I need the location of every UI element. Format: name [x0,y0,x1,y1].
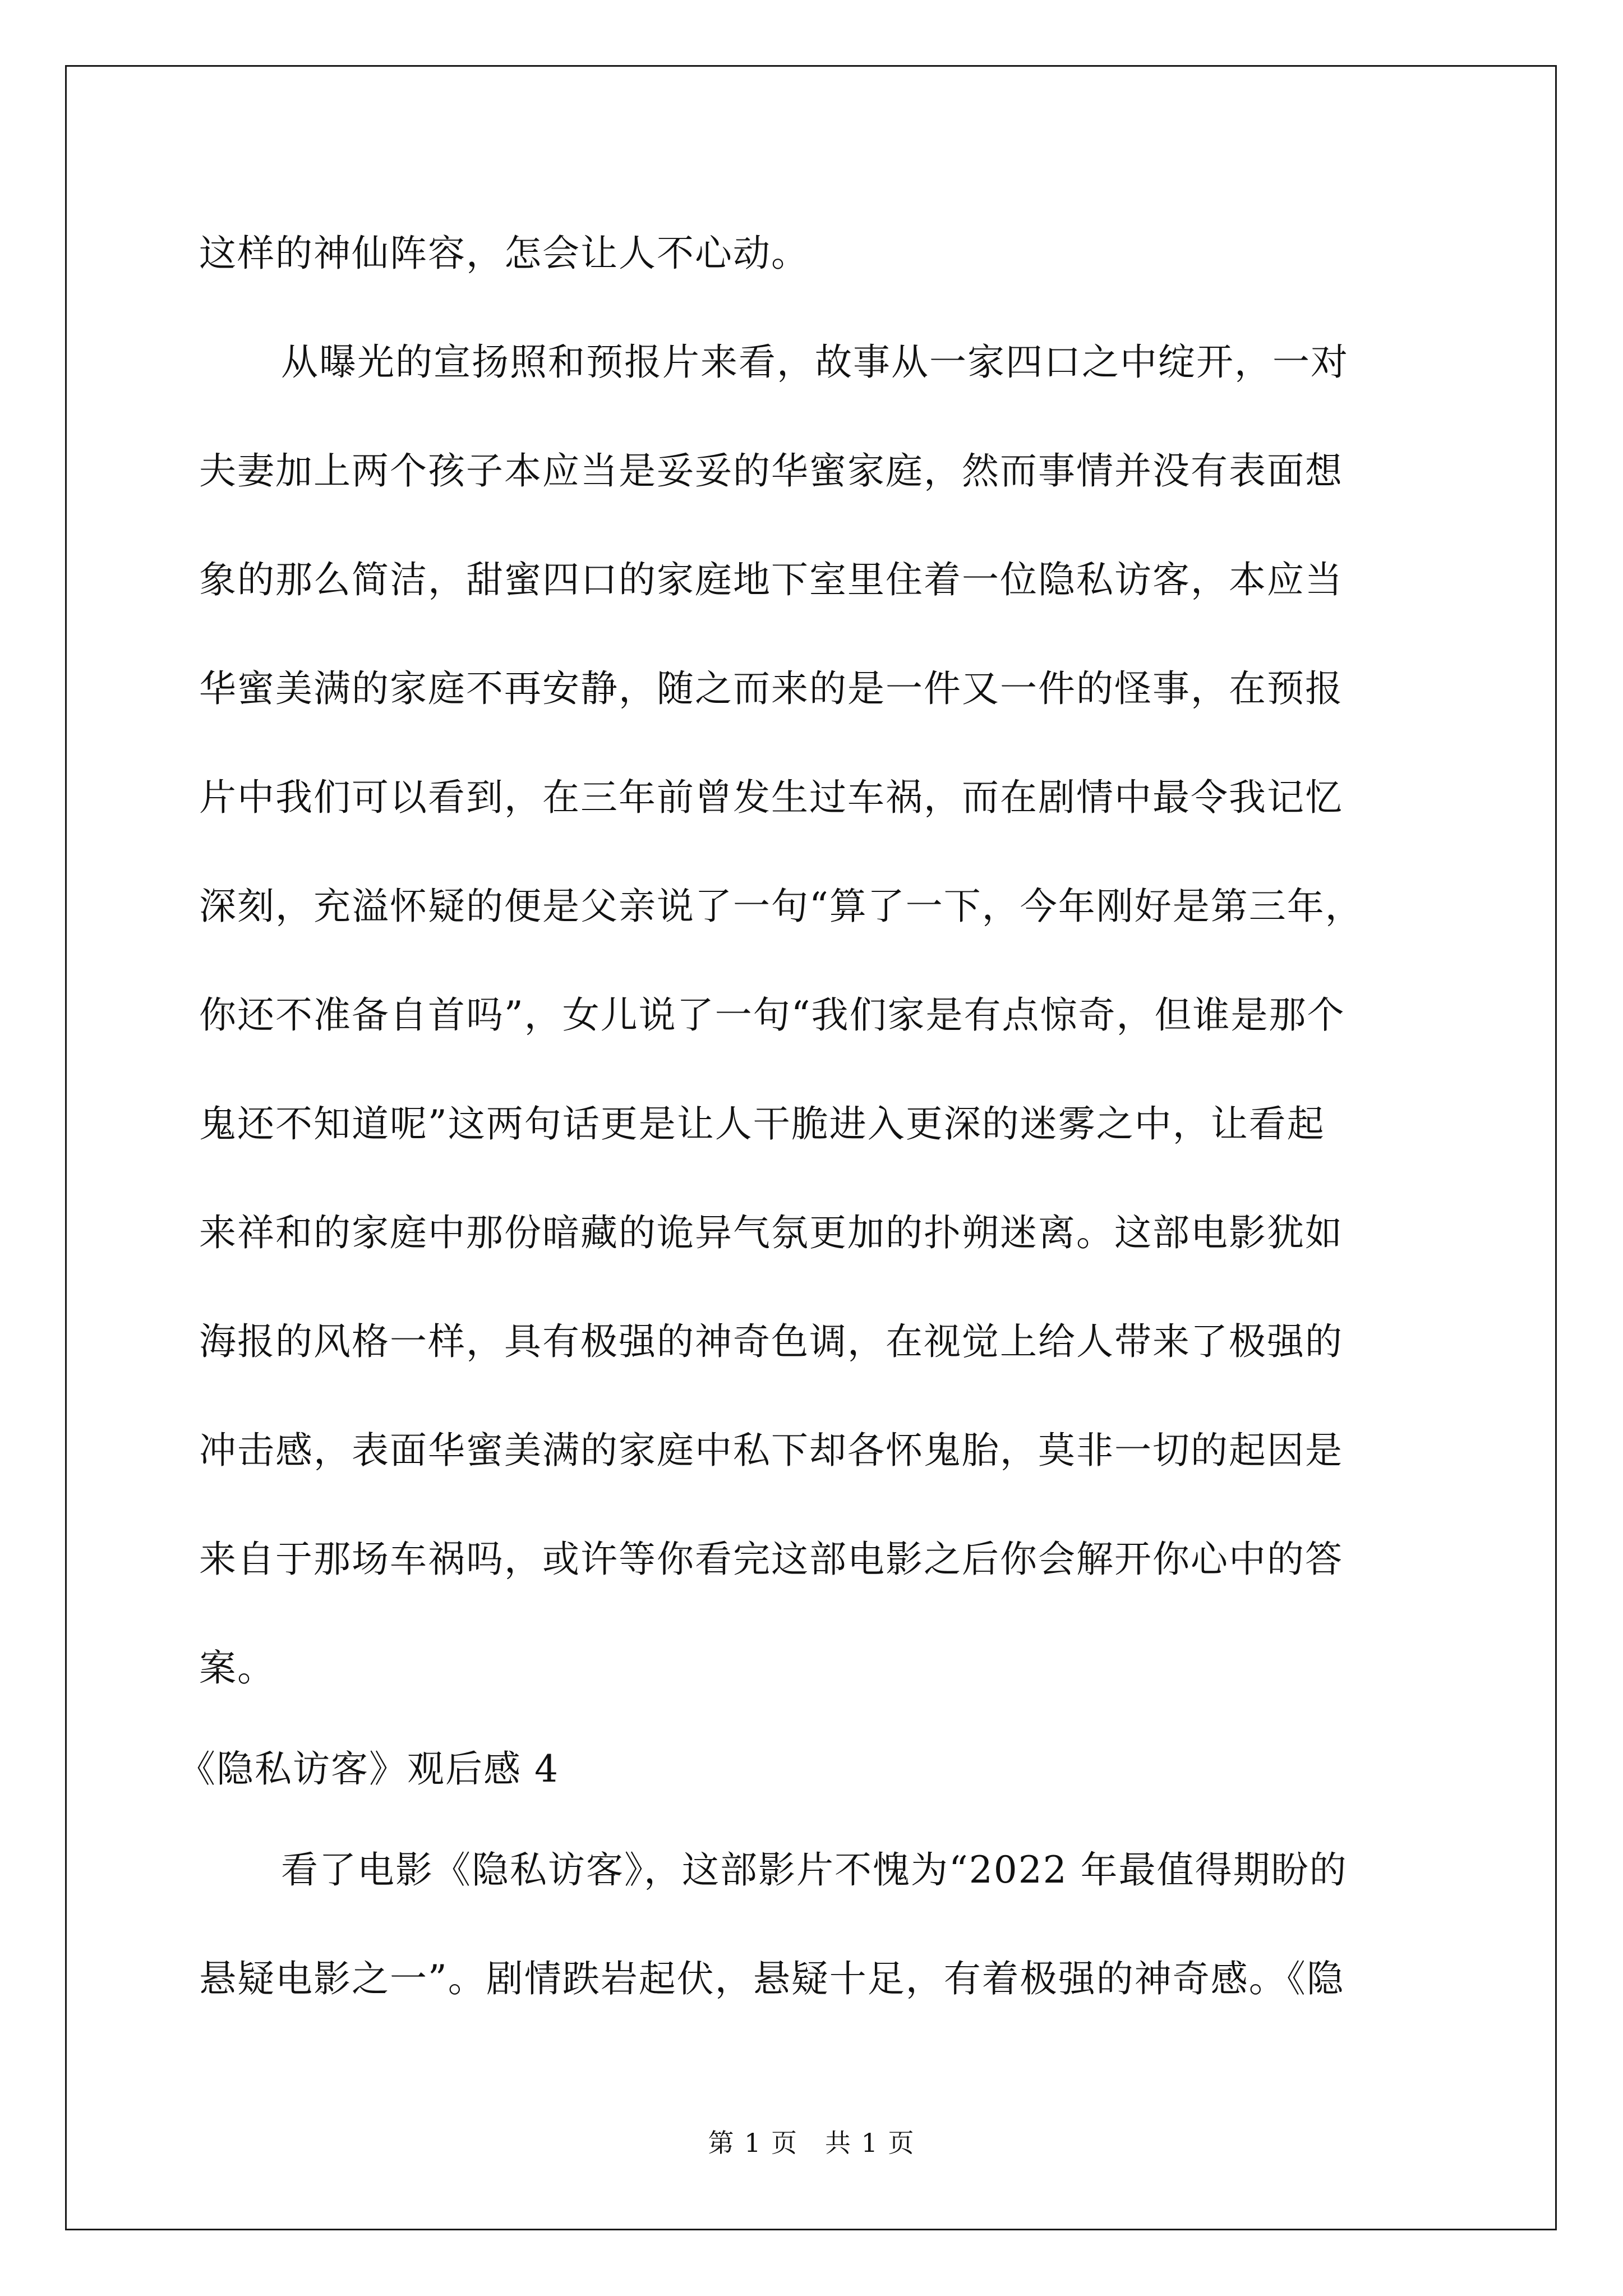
text-line: 深刻，充溢怀疑的便是父亲说了一句“算了一下，今年刚好是第三年， [199,885,1363,928]
page-number: 第 1 页 [708,2128,798,2158]
section-heading: 《隐私访客》观后感 4 [178,1747,559,1791]
text-line: 你还不准备自首吗”，女儿说了一句“我们家是有点惊奇，但谁是那个 [199,993,1345,1037]
text-line: 来祥和的家庭中那份暗藏的诡异气氛更加的扑朔迷离。这部电影犹如 [199,1211,1343,1254]
text-line: 来自于那场车祸吗，或许等你看完这部电影之后你会解开你心中的答 [199,1538,1343,1581]
page-total: 共 1 页 [825,2128,915,2158]
text-line: 片中我们可以看到，在三年前曾发生过车祸，而在剧情中最令我记忆 [199,776,1343,819]
text-line: 鬼还不知道呢”这两句话更是让人干脆进入更深的迷雾之中，让看起 [199,1102,1325,1145]
text-line: 海报的风格一样，具有极强的神奇色调，在视觉上给人带来了极强的 [199,1320,1343,1363]
text-line: 象的那么简洁，甜蜜四口的家庭地下室里住着一位隐私访客，本应当 [199,558,1343,601]
text-line: 这样的神仙阵容，怎会让人不心动。 [199,232,809,275]
page-footer [0,2126,1623,2160]
text-line: 夫妻加上两个孩子本应当是妥妥的华蜜家庭，然而事情并没有表面想 [199,449,1343,493]
paragraph-first-line: 从曝光的宣扬照和预报片来看，故事从一家四口之中绽开，一对 [281,341,1349,384]
text-line: 案。 [199,1646,275,1690]
text-line: 悬疑电影之一”。剧情跌岩起伏，悬疑十足，有着极强的神奇感。《隐 [199,1957,1345,2000]
paragraph-first-line: 看了电影《隐私访客》，这部影片不愧为“2022 年最值得期盼的 [281,1848,1348,1892]
text-line: 华蜜美满的家庭不再安静，随之而来的是一件又一件的怪事，在预报 [199,667,1343,710]
text-line: 冲击感，表面华蜜美满的家庭中私下却各怀鬼胎，莫非一切的起因是 [199,1429,1343,1472]
